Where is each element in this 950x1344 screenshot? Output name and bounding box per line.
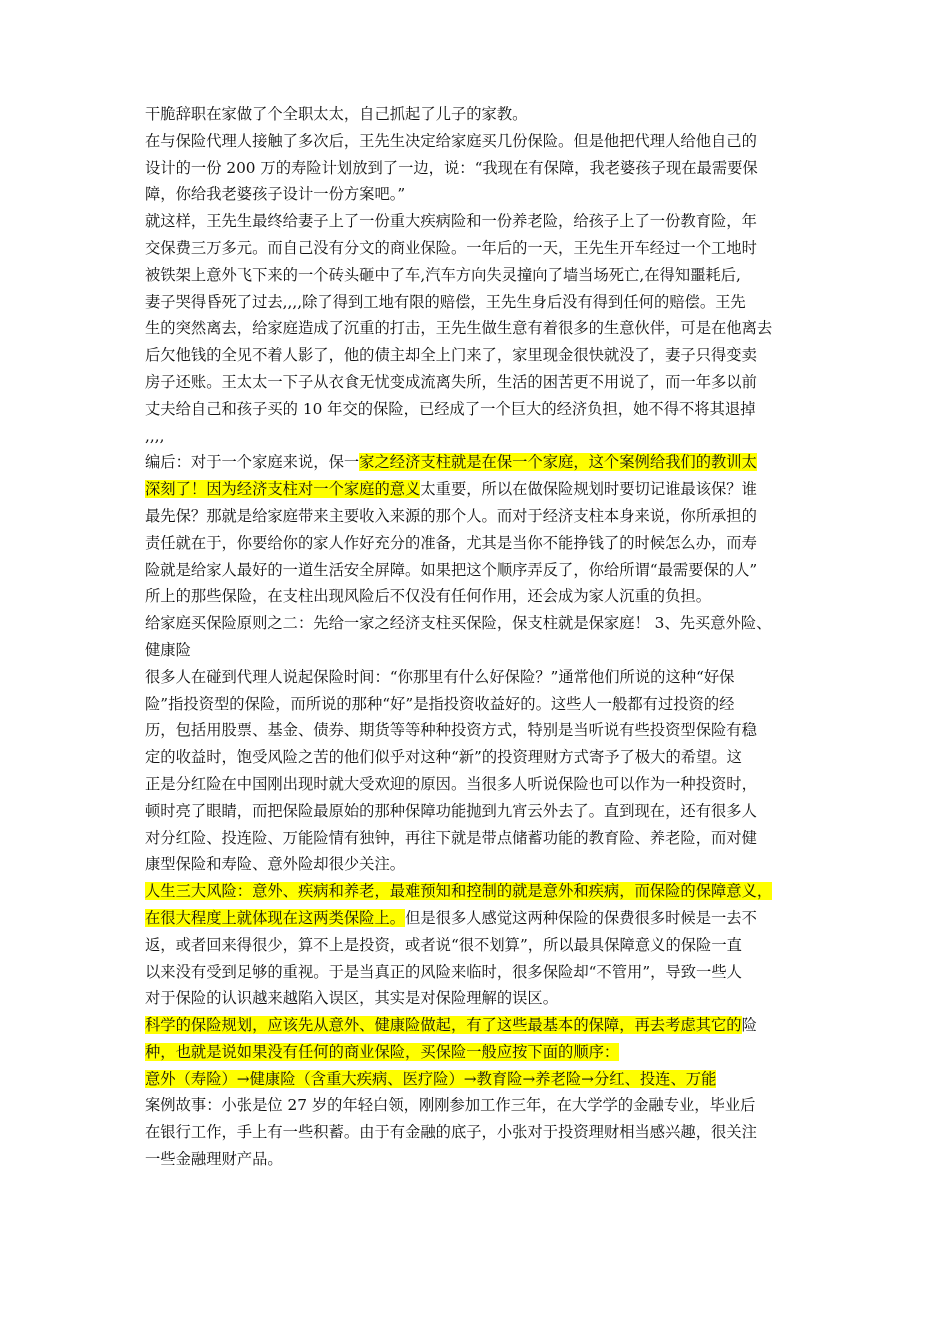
- text-line: [145, 476, 820, 503]
- text-line: [145, 878, 820, 905]
- text-span: 后欠他钱的全见不着人影了，他的债主却全上门来了，家里现金很快就没了，妻子只得变卖: [145, 346, 757, 365]
- text-line: [145, 155, 820, 182]
- text-line: [145, 959, 820, 986]
- text-line: [145, 503, 820, 530]
- text-span: 险: [741, 1016, 757, 1035]
- highlighted-text: 人生三大风险：意外、疾病和养老，最难预知和控制的就是意外和疾病，而保险的保障意义，: [145, 882, 773, 901]
- text-span: 干脆辞职在家做了个全职太太，自己抓起了儿子的家教。: [145, 105, 528, 123]
- text-span: 在银行工作，手上有一些积蓄。由于有金融的底子，小张对于投资理财相当感兴趣，很关注: [145, 1123, 757, 1142]
- text-span: 编后：对于一个家庭来说，保一: [145, 453, 360, 472]
- text-span: 以来没有受到足够的重视。于是当真正的风险来临时，很多保险却“不管用”，导致一些人: [145, 962, 742, 981]
- text-line: [145, 798, 820, 825]
- text-line: [145, 637, 820, 664]
- text-span: 很多人在碰到代理人说起保险时间：“你那里有什么好保险？”通常他们所说的这种“好保: [145, 667, 735, 686]
- text-line: [145, 691, 820, 718]
- text-line: [145, 771, 820, 798]
- text-line: [145, 610, 820, 637]
- text-span: 历，包括用股票、基金、债券、期货等等种种投资方式，特别是当听说有些投资型保险有稳: [145, 721, 757, 740]
- text-line: [145, 342, 820, 369]
- text-span: 健康险: [145, 640, 191, 659]
- text-line: [145, 315, 820, 342]
- text-span: 对分红险、投连险、万能险情有独钟，再往下就是带点储蓄功能的教育险、养老险，而对健: [145, 828, 757, 847]
- text-span: 一些金融理财产品。: [145, 1150, 283, 1169]
- text-line: [145, 1039, 820, 1066]
- text-line: [145, 1066, 820, 1093]
- text-span: 康型保险和寿险、意外险却很少关注。: [145, 855, 406, 874]
- text-line: [145, 1092, 820, 1119]
- text-line: [145, 181, 820, 208]
- text-line: [145, 717, 820, 744]
- text-line: [145, 369, 820, 396]
- text-span: ,,,,: [145, 426, 165, 445]
- text-line: [145, 583, 820, 610]
- document-body: [145, 101, 820, 1173]
- text-line: [145, 825, 820, 852]
- text-line: [145, 101, 820, 128]
- text-line: [145, 530, 820, 557]
- text-span: 顿时亮了眼睛，而把保险最原始的那种保障功能抛到九宵云外去了。直到现在，还有很多人: [145, 801, 757, 820]
- highlighted-text: 家之经济支柱就是在保一个家庭，这个案例给我们的教训太: [359, 453, 757, 472]
- text-line: [145, 396, 820, 423]
- text-span: 太重要，所以在做保险规划时要切记谁最该保？谁: [420, 480, 757, 499]
- text-line: [145, 235, 820, 262]
- text-line: [145, 128, 820, 155]
- text-span: 返，或者回来得很少，算不上是投资，或者说“很不划算”，所以最具保障意义的保险一直: [145, 935, 742, 954]
- text-line: [145, 932, 820, 959]
- text-span: 所上的那些保险，在支柱出现风险后不仅没有任何作用，还会成为家人沉重的负担。: [145, 587, 711, 606]
- highlighted-text: 深刻了！因为经济支柱对一个家庭的意义: [145, 480, 421, 499]
- text-span: 险就是给家人最好的一道生活安全屏障。如果把这个顺序弄反了，你给所谓“最需要保的人”: [145, 560, 758, 579]
- text-line: [145, 851, 820, 878]
- text-line: [145, 289, 820, 316]
- highlighted-text: 意外（寿险）→健康险（含重大疾病、医疗险）→教育险→养老险→分红、投连、万能: [145, 1069, 717, 1088]
- text-span: 给家庭买保险原则之二：先给一家之经济支柱买保险，保支柱就是保家庭！ 3、先买意外险、: [145, 614, 772, 633]
- text-line: [145, 1012, 820, 1039]
- text-span: 正是分红险在中国刚出现时就大受欢迎的原因。当很多人听说保险也可以作为一种投资时，: [145, 774, 757, 793]
- text-line: [145, 423, 820, 450]
- highlighted-text: 种，也就是说如果没有任何的商业保险，买保险一般应按下面的顺序：: [145, 1042, 620, 1061]
- highlighted-text: 科学的保险规划，应该先从意外、健康险做起，有了这些最基本的保障，再去考虑其它的: [145, 1016, 742, 1035]
- text-line: [145, 208, 820, 235]
- text-line: [145, 744, 820, 771]
- text-span: 妻子哭得昏死了过去,,,,除了得到工地有限的赔偿，王先生身后没有得到任何的赔偿。王先: [145, 292, 746, 311]
- text-span: 被铁架上意外飞下来的一个砖头砸中了车,汽车方向失灵撞向了墙当场死亡,在得知噩耗后,: [145, 265, 741, 284]
- text-line: [145, 1146, 820, 1173]
- text-span: 就这样，王先生最终给妻子上了一份重大疾病险和一份养老险，给孩子上了一份教育险，年: [145, 212, 757, 231]
- text-span: 定的收益时，饱受风险之苦的他们似乎对这种“新”的投资理财方式寄予了极大的希望。这: [145, 748, 742, 767]
- text-span: 生的突然离去，给家庭造成了沉重的打击，王先生做生意有着很多的生意伙伴，可是在他离去: [145, 319, 773, 338]
- text-line: [145, 664, 820, 691]
- text-span: 房子还账。王太太一下子从衣食无忧变成流离失所，生活的困苦更不用说了，而一年多以前: [145, 372, 757, 391]
- text-span: 险”指投资型的保险，而所说的那种“好”是指投资收益好的。这些人一般都有过投资的经: [145, 694, 735, 713]
- text-line: [145, 1119, 820, 1146]
- text-span: 设计的一份 200 万的寿险计划放到了一边，说：“我现在有保障，我老婆孩子现在最需要保: [145, 158, 758, 177]
- text-line: [145, 262, 820, 289]
- highlighted-text: 在很大程度上就体现在这两类保险上。: [145, 908, 406, 927]
- text-span: 障，你给我老婆孩子设计一份方案吧。”: [145, 185, 406, 204]
- text-span: 但是很多人感觉这两种保险的保费很多时候是一去不: [405, 908, 757, 927]
- text-span: 责任就在于，你要给你的家人作好充分的准备，尤其是当你不能挣钱了的时候怎么办，而寿: [145, 533, 757, 552]
- text-line: [145, 905, 820, 932]
- text-span: 在与保险代理人接触了多次后，王先生决定给家庭买几份保险。但是他把代理人给他自己的: [145, 131, 757, 150]
- text-span: 案例故事：小张是位 27 岁的年轻白领，刚刚参加工作三年，在大学学的金融专业，毕业后: [145, 1096, 756, 1115]
- text-line: [145, 985, 820, 1012]
- text-span: 对于保险的认识越来越陷入误区，其实是对保险理解的误区。: [145, 989, 559, 1008]
- text-line: [145, 557, 820, 584]
- text-span: 丈夫给自己和孩子买的 10 年交的保险，已经成了一个巨大的经济负担，她不得不将其退掉: [145, 399, 756, 418]
- text-span: 交保费三万多元。而自己没有分文的商业保险。一年后的一天，王先生开车经过一个工地时: [145, 238, 757, 257]
- text-line: [145, 449, 820, 476]
- text-span: 最先保？那就是给家庭带来主要收入来源的那个人。而对于经济支柱本身来说，你所承担的: [145, 506, 757, 525]
